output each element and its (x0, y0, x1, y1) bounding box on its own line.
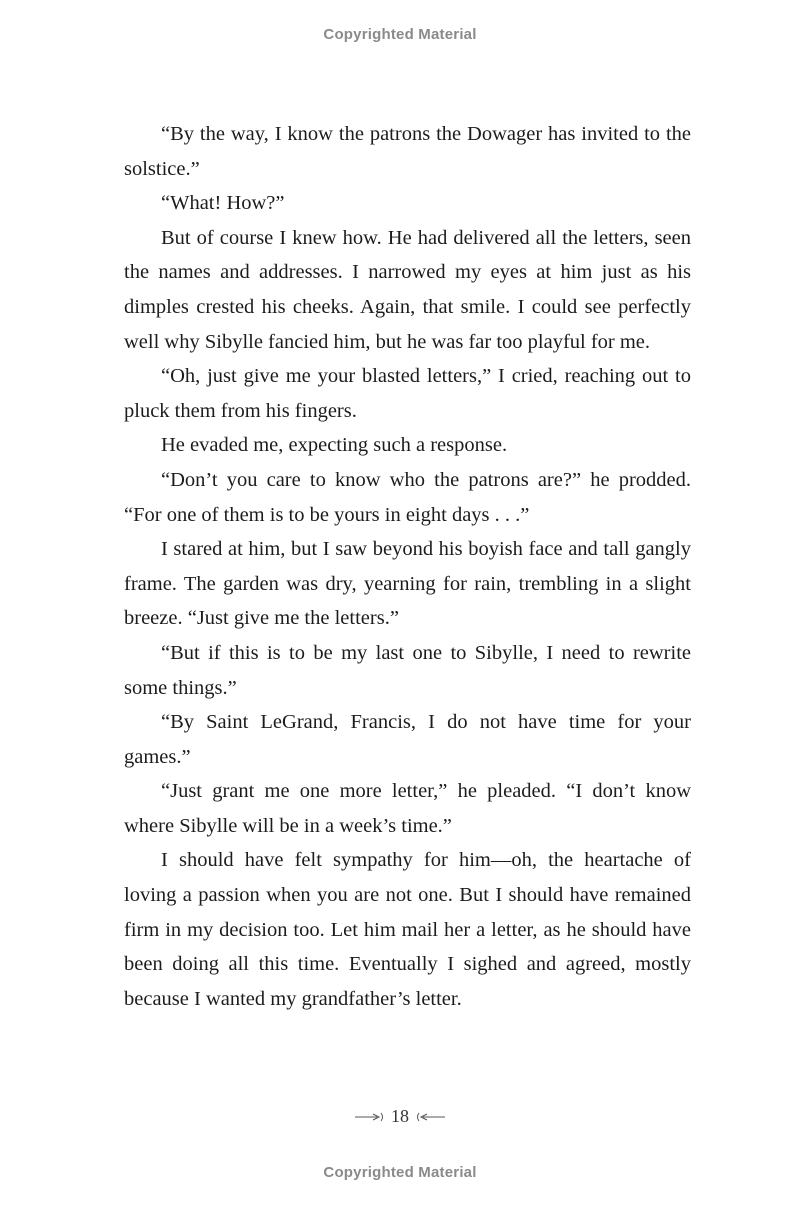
paragraph: “Just grant me one more letter,” he pleaded. “I don’t know where Sibylle will be in a week’s time.” (124, 780, 691, 837)
paragraph: “By the way, I know the patrons the Dowager has invited to the solstice.” (124, 123, 691, 180)
copyright-watermark-bottom: Copyrighted Material (323, 1164, 477, 1181)
paragraph: He evaded me, expecting such a response. (161, 434, 508, 457)
right-flourish-icon (415, 1111, 445, 1123)
paragraph: I should have felt sympathy for him—oh, the heartache of loving a passion when you are not one. But I should have remained firm in my decision too. Let him mail her a letter, as he should have been doing all this time. Eventually I sighed and agreed, mostly because I wanted my grandfather’s letter. (124, 849, 691, 1010)
paragraph: “Don’t you care to know who the patrons are?” he prodded. “For one of them is to be yours in eight days . . .” (124, 468, 691, 526)
paragraph: I stared at him, but I saw beyond his boyish face and tall gangly frame. The garden was dry, yearning for rain, trembling in a slight breeze. “Just give me the letters.” (124, 538, 691, 630)
body-text (124, 117, 691, 1016)
paragraph: “Oh, just give me your blasted letters,” I cried, reaching out to pluck them from his fingers. (124, 365, 691, 422)
copyright-watermark-top: Copyrighted Material (323, 26, 477, 43)
paragraph: “By Saint LeGrand, Francis, I do not have time for your games.” (124, 711, 691, 768)
paragraph: “But if this is to be my last one to Sibylle, I need to rewrite some things.” (124, 641, 691, 699)
page-number: 18 (391, 1106, 409, 1126)
paragraph: “What! How?” (161, 192, 285, 215)
left-flourish-icon (355, 1111, 385, 1123)
paragraph: But of course I knew how. He had delivered all the letters, seen the names and addresses. I narrowed my eyes at him just as his dimples crested his cheeks. Again, that smile. I could see perfectly well why Sibylle fancied him, but he was far too playful for me. (124, 226, 691, 353)
page-folio (0, 1106, 800, 1127)
